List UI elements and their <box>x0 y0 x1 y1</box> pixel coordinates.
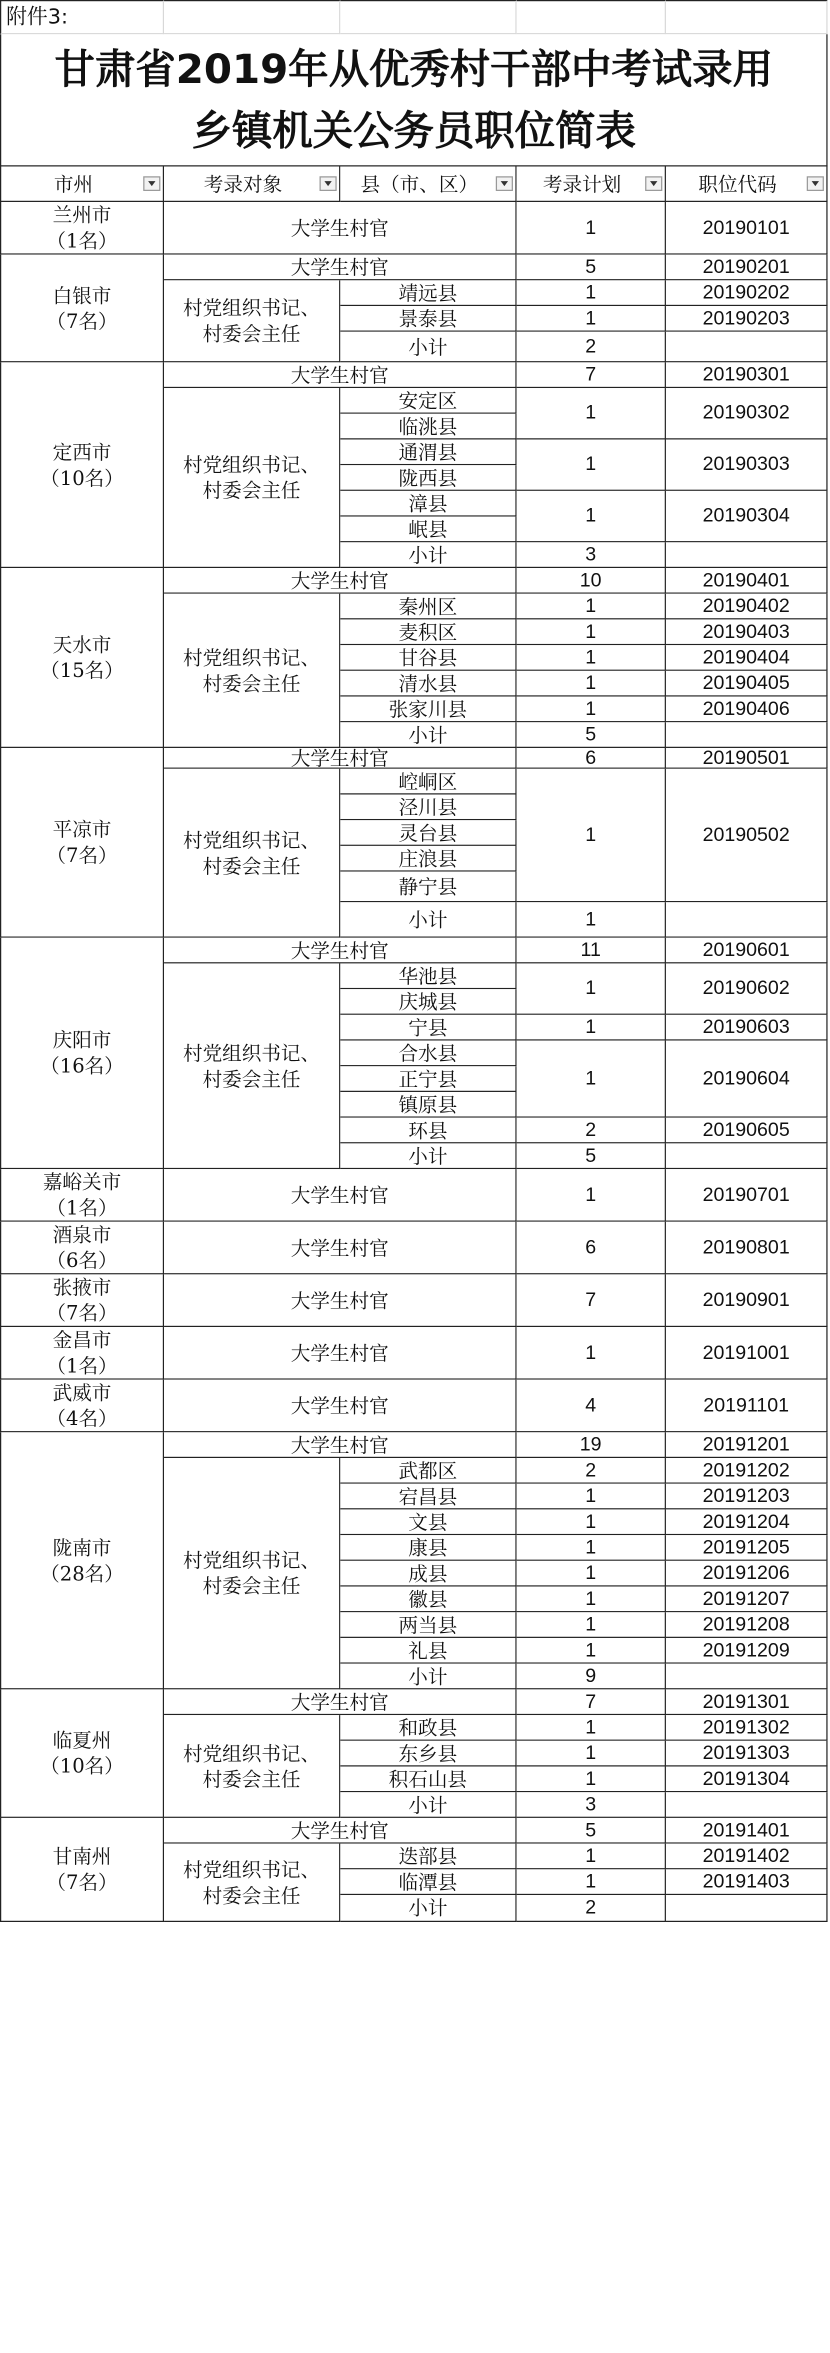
county-cell[interactable]: 秦州区 <box>340 594 516 620</box>
subtotal-label[interactable]: 小计 <box>340 1792 516 1818</box>
plan-cell[interactable]: 1 <box>517 1844 666 1870</box>
county-cell[interactable]: 漳县 <box>340 491 516 517</box>
county-cell[interactable]: 宁县 <box>340 1015 516 1041</box>
county-cell[interactable]: 正宁县 <box>340 1066 516 1092</box>
subtotal-label[interactable]: 小计 <box>340 1664 516 1690</box>
code-cell[interactable]: 20191205 <box>666 1535 828 1561</box>
plan-cell[interactable]: 5 <box>517 1818 666 1844</box>
page-title[interactable]: 甘肃省2019年从优秀村干部中考试录用 乡镇机关公务员职位简表 <box>0 34 828 166</box>
county-cell[interactable]: 礼县 <box>340 1638 516 1664</box>
header-plan[interactable] <box>517 166 666 202</box>
empty-code-cell[interactable] <box>666 722 828 748</box>
target-village-cadre[interactable]: 村党组织书记、 村委会主任 <box>164 963 340 1169</box>
target-graduate[interactable]: 大学生村官 <box>164 255 517 281</box>
plan-cell[interactable]: 19 <box>517 1432 666 1458</box>
code-cell[interactable]: 20190301 <box>666 362 828 388</box>
plan-cell[interactable]: 1 <box>517 1484 666 1510</box>
empty-code-cell[interactable] <box>666 1143 828 1169</box>
target-graduate[interactable]: 大学生村官 <box>164 568 517 594</box>
plan-cell[interactable]: 1 <box>517 280 666 306</box>
city-cell[interactable]: 酒泉市 （6名） <box>0 1222 164 1275</box>
plan-cell[interactable]: 6 <box>517 1222 666 1275</box>
county-cell[interactable]: 镇原县 <box>340 1092 516 1118</box>
subtotal-label[interactable]: 小计 <box>340 1143 516 1169</box>
code-cell[interactable]: 20191201 <box>666 1432 828 1458</box>
code-cell[interactable]: 20190603 <box>666 1015 828 1041</box>
subtotal-plan[interactable]: 2 <box>517 332 666 363</box>
target-graduate[interactable]: 大学生村官 <box>164 1380 517 1433</box>
plan-cell[interactable]: 1 <box>517 388 666 439</box>
city-cell[interactable]: 金昌市 （1名） <box>0 1327 164 1380</box>
plan-cell[interactable]: 1 <box>517 1041 666 1118</box>
county-cell[interactable]: 清水县 <box>340 671 516 697</box>
code-cell[interactable]: 20190901 <box>666 1274 828 1327</box>
plan-cell[interactable]: 1 <box>517 769 666 902</box>
filter-dropdown-icon[interactable] <box>143 176 160 191</box>
plan-cell[interactable]: 1 <box>517 1869 666 1895</box>
code-cell[interactable]: 20190601 <box>666 938 828 964</box>
code-cell[interactable]: 20191206 <box>666 1561 828 1587</box>
county-cell[interactable]: 合水县 <box>340 1041 516 1067</box>
filter-dropdown-icon[interactable] <box>496 176 513 191</box>
code-cell[interactable]: 20190304 <box>666 491 828 542</box>
plan-cell[interactable]: 1 <box>517 1741 666 1767</box>
subtotal-label[interactable]: 小计 <box>340 542 516 568</box>
code-cell[interactable]: 20190401 <box>666 568 828 594</box>
code-cell[interactable]: 20190501 <box>666 748 828 769</box>
code-cell[interactable]: 20190203 <box>666 306 828 332</box>
subtotal-plan[interactable]: 2 <box>517 1895 666 1922</box>
header-label: 考录计划 <box>542 172 622 196</box>
plan-cell[interactable]: 1 <box>517 1015 666 1041</box>
code-cell[interactable]: 20191101 <box>666 1380 828 1433</box>
plan-cell[interactable]: 2 <box>517 1458 666 1484</box>
county-cell[interactable]: 张家川县 <box>340 697 516 723</box>
plan-cell[interactable]: 1 <box>517 306 666 332</box>
county-cell[interactable]: 泾川县 <box>340 795 516 821</box>
code-cell[interactable]: 20191403 <box>666 1869 828 1895</box>
code-cell[interactable]: 20191204 <box>666 1509 828 1535</box>
city-cell[interactable]: 白银市 （7名） <box>0 255 164 363</box>
code-cell[interactable]: 20191402 <box>666 1844 828 1870</box>
code-cell[interactable]: 20191401 <box>666 1818 828 1844</box>
target-graduate[interactable]: 大学生村官 <box>164 1222 517 1275</box>
plan-cell[interactable]: 5 <box>517 255 666 281</box>
city-cell[interactable]: 天水市 （15名） <box>0 568 164 748</box>
plan-cell[interactable]: 1 <box>517 439 666 490</box>
empty-code-cell[interactable] <box>666 1792 828 1818</box>
county-cell[interactable]: 安定区 <box>340 388 516 414</box>
code-cell[interactable]: 20191001 <box>666 1327 828 1380</box>
county-cell[interactable]: 东乡县 <box>340 1741 516 1767</box>
plan-cell[interactable]: 1 <box>517 1169 666 1222</box>
target-graduate[interactable]: 大学生村官 <box>164 1432 517 1458</box>
plan-cell[interactable]: 1 <box>517 1638 666 1664</box>
subtotal-label[interactable]: 小计 <box>340 722 516 748</box>
plan-cell[interactable]: 1 <box>517 1767 666 1793</box>
code-cell[interactable]: 20190403 <box>666 619 828 645</box>
code-cell[interactable]: 20190406 <box>666 697 828 723</box>
plan-cell[interactable]: 1 <box>517 1612 666 1638</box>
target-graduate[interactable]: 大学生村官 <box>164 1689 517 1715</box>
target-village-cadre[interactable]: 村党组织书记、 村委会主任 <box>164 769 340 938</box>
code-cell[interactable]: 20190402 <box>666 594 828 620</box>
code-cell[interactable]: 20190801 <box>666 1222 828 1275</box>
county-cell[interactable]: 迭部县 <box>340 1844 516 1870</box>
code-cell[interactable]: 20191203 <box>666 1484 828 1510</box>
county-cell[interactable]: 临洮县 <box>340 414 516 440</box>
plan-cell[interactable]: 1 <box>517 1509 666 1535</box>
subtotal-plan[interactable]: 5 <box>517 1143 666 1169</box>
target-village-cadre[interactable]: 村党组织书记、 村委会主任 <box>164 1715 340 1818</box>
plan-cell[interactable]: 1 <box>517 645 666 671</box>
plan-cell[interactable]: 10 <box>517 568 666 594</box>
county-cell[interactable]: 靖远县 <box>340 280 516 306</box>
plan-cell[interactable]: 1 <box>517 1715 666 1741</box>
subtotal-plan[interactable]: 3 <box>517 542 666 568</box>
target-village-cadre[interactable]: 村党组织书记、 村委会主任 <box>164 1458 340 1689</box>
header-city[interactable] <box>0 166 164 202</box>
plan-cell[interactable]: 1 <box>517 619 666 645</box>
code-cell[interactable]: 20191207 <box>666 1587 828 1613</box>
county-cell[interactable]: 崆峒区 <box>340 769 516 795</box>
city-cell[interactable]: 定西市 （10名） <box>0 362 164 568</box>
empty-code-cell[interactable] <box>666 1664 828 1690</box>
empty-cell[interactable] <box>517 0 666 34</box>
plan-cell[interactable]: 1 <box>517 202 666 255</box>
county-cell[interactable]: 灵台县 <box>340 820 516 846</box>
header-code[interactable] <box>666 166 828 202</box>
city-cell[interactable]: 张掖市 （7名） <box>0 1274 164 1327</box>
county-cell[interactable]: 麦积区 <box>340 619 516 645</box>
plan-cell[interactable]: 7 <box>517 1689 666 1715</box>
county-cell[interactable]: 和政县 <box>340 1715 516 1741</box>
target-village-cadre[interactable]: 村党组织书记、 村委会主任 <box>164 1844 340 1922</box>
subtotal-label[interactable]: 小计 <box>340 1895 516 1922</box>
city-cell[interactable]: 嘉峪关市 （1名） <box>0 1169 164 1222</box>
plan-cell[interactable]: 1 <box>517 963 666 1014</box>
county-cell[interactable]: 环县 <box>340 1118 516 1144</box>
code-cell[interactable]: 20190405 <box>666 671 828 697</box>
filter-dropdown-icon[interactable] <box>320 176 337 191</box>
county-cell[interactable]: 甘谷县 <box>340 645 516 671</box>
code-cell[interactable]: 20190605 <box>666 1118 828 1144</box>
target-graduate[interactable]: 大学生村官 <box>164 748 517 769</box>
code-cell[interactable]: 20191208 <box>666 1612 828 1638</box>
county-cell[interactable]: 临潭县 <box>340 1869 516 1895</box>
plan-cell[interactable]: 6 <box>517 748 666 769</box>
plan-cell[interactable]: 1 <box>517 491 666 542</box>
city-cell[interactable]: 庆阳市 （16名） <box>0 938 164 1169</box>
empty-code-cell[interactable] <box>666 332 828 363</box>
target-village-cadre[interactable]: 村党组织书记、 村委会主任 <box>164 280 340 362</box>
target-graduate[interactable]: 大学生村官 <box>164 1327 517 1380</box>
empty-cell[interactable] <box>666 0 828 34</box>
county-cell[interactable]: 华池县 <box>340 963 516 989</box>
target-graduate[interactable]: 大学生村官 <box>164 1169 517 1222</box>
plan-cell[interactable]: 4 <box>517 1380 666 1433</box>
code-cell[interactable]: 20191304 <box>666 1767 828 1793</box>
county-cell[interactable]: 通渭县 <box>340 439 516 465</box>
code-cell[interactable]: 20190701 <box>666 1169 828 1222</box>
county-cell[interactable]: 岷县 <box>340 517 516 543</box>
plan-cell[interactable]: 1 <box>517 1535 666 1561</box>
target-graduate[interactable]: 大学生村官 <box>164 938 517 964</box>
code-cell[interactable]: 20190404 <box>666 645 828 671</box>
plan-cell[interactable]: 7 <box>517 1274 666 1327</box>
plan-cell[interactable]: 1 <box>517 697 666 723</box>
county-cell[interactable]: 景泰县 <box>340 306 516 332</box>
plan-cell[interactable]: 1 <box>517 1561 666 1587</box>
empty-code-cell[interactable] <box>666 542 828 568</box>
subtotal-plan[interactable]: 5 <box>517 722 666 748</box>
code-cell[interactable]: 20190202 <box>666 280 828 306</box>
county-cell[interactable]: 康县 <box>340 1535 516 1561</box>
county-cell[interactable]: 陇西县 <box>340 465 516 491</box>
filter-dropdown-icon[interactable] <box>807 176 824 191</box>
empty-cell[interactable] <box>340 0 516 34</box>
city-cell[interactable]: 兰州市 （1名） <box>0 202 164 255</box>
city-cell[interactable]: 临夏州 （10名） <box>0 1689 164 1818</box>
subtotal-plan[interactable]: 3 <box>517 1792 666 1818</box>
plan-cell[interactable]: 7 <box>517 362 666 388</box>
county-cell[interactable]: 两当县 <box>340 1612 516 1638</box>
city-cell[interactable]: 甘南州 （7名） <box>0 1818 164 1922</box>
header-label: 市州 <box>53 172 94 196</box>
plan-cell[interactable]: 1 <box>517 1587 666 1613</box>
subtotal-plan[interactable]: 1 <box>517 902 666 938</box>
header-label: 县（市、区） <box>360 172 479 196</box>
target-graduate[interactable]: 大学生村官 <box>164 1274 517 1327</box>
code-cell[interactable]: 20191209 <box>666 1638 828 1664</box>
target-graduate[interactable]: 大学生村官 <box>164 202 517 255</box>
header-target[interactable] <box>164 166 340 202</box>
code-cell[interactable]: 20191303 <box>666 1741 828 1767</box>
code-cell[interactable]: 20190201 <box>666 255 828 281</box>
code-cell[interactable]: 20190303 <box>666 439 828 490</box>
empty-cell[interactable] <box>164 0 340 34</box>
filter-dropdown-icon[interactable] <box>645 176 662 191</box>
attachment-label[interactable]: 附件3: <box>0 0 164 34</box>
code-cell[interactable]: 20190502 <box>666 769 828 902</box>
code-cell[interactable]: 20190302 <box>666 388 828 439</box>
plan-cell[interactable]: 1 <box>517 671 666 697</box>
plan-cell[interactable]: 2 <box>517 1118 666 1144</box>
city-cell[interactable]: 平凉市 （7名） <box>0 748 164 938</box>
code-cell[interactable]: 20191202 <box>666 1458 828 1484</box>
county-cell[interactable]: 徽县 <box>340 1587 516 1613</box>
code-cell[interactable]: 20191302 <box>666 1715 828 1741</box>
county-cell[interactable]: 宕昌县 <box>340 1484 516 1510</box>
header-label: 职位代码 <box>698 172 777 196</box>
header-county[interactable] <box>340 166 516 202</box>
empty-code-cell[interactable] <box>666 902 828 938</box>
county-cell[interactable]: 武都区 <box>340 1458 516 1484</box>
subtotal-label[interactable]: 小计 <box>340 902 516 938</box>
county-cell[interactable]: 庆城县 <box>340 989 516 1015</box>
code-cell[interactable]: 20191301 <box>666 1689 828 1715</box>
county-cell[interactable]: 庄浪县 <box>340 846 516 872</box>
code-cell[interactable]: 20190602 <box>666 963 828 1014</box>
code-cell[interactable]: 20190101 <box>666 202 828 255</box>
plan-cell[interactable]: 1 <box>517 1327 666 1380</box>
county-cell[interactable]: 文县 <box>340 1509 516 1535</box>
target-graduate[interactable]: 大学生村官 <box>164 362 517 388</box>
header-label: 考录对象 <box>203 172 283 196</box>
plan-cell[interactable]: 11 <box>517 938 666 964</box>
plan-cell[interactable]: 1 <box>517 594 666 620</box>
city-cell[interactable]: 陇南市 （28名） <box>0 1432 164 1689</box>
empty-code-cell[interactable] <box>666 1895 828 1922</box>
target-village-cadre[interactable]: 村党组织书记、 村委会主任 <box>164 594 340 748</box>
county-cell[interactable]: 积石山县 <box>340 1767 516 1793</box>
target-village-cadre[interactable]: 村党组织书记、 村委会主任 <box>164 388 340 568</box>
subtotal-label[interactable]: 小计 <box>340 332 516 363</box>
county-cell[interactable]: 成县 <box>340 1561 516 1587</box>
target-graduate[interactable]: 大学生村官 <box>164 1818 517 1844</box>
city-cell[interactable]: 武威市 （4名） <box>0 1380 164 1433</box>
county-cell[interactable]: 静宁县 <box>340 872 516 903</box>
code-cell[interactable]: 20190604 <box>666 1041 828 1118</box>
subtotal-plan[interactable]: 9 <box>517 1664 666 1690</box>
